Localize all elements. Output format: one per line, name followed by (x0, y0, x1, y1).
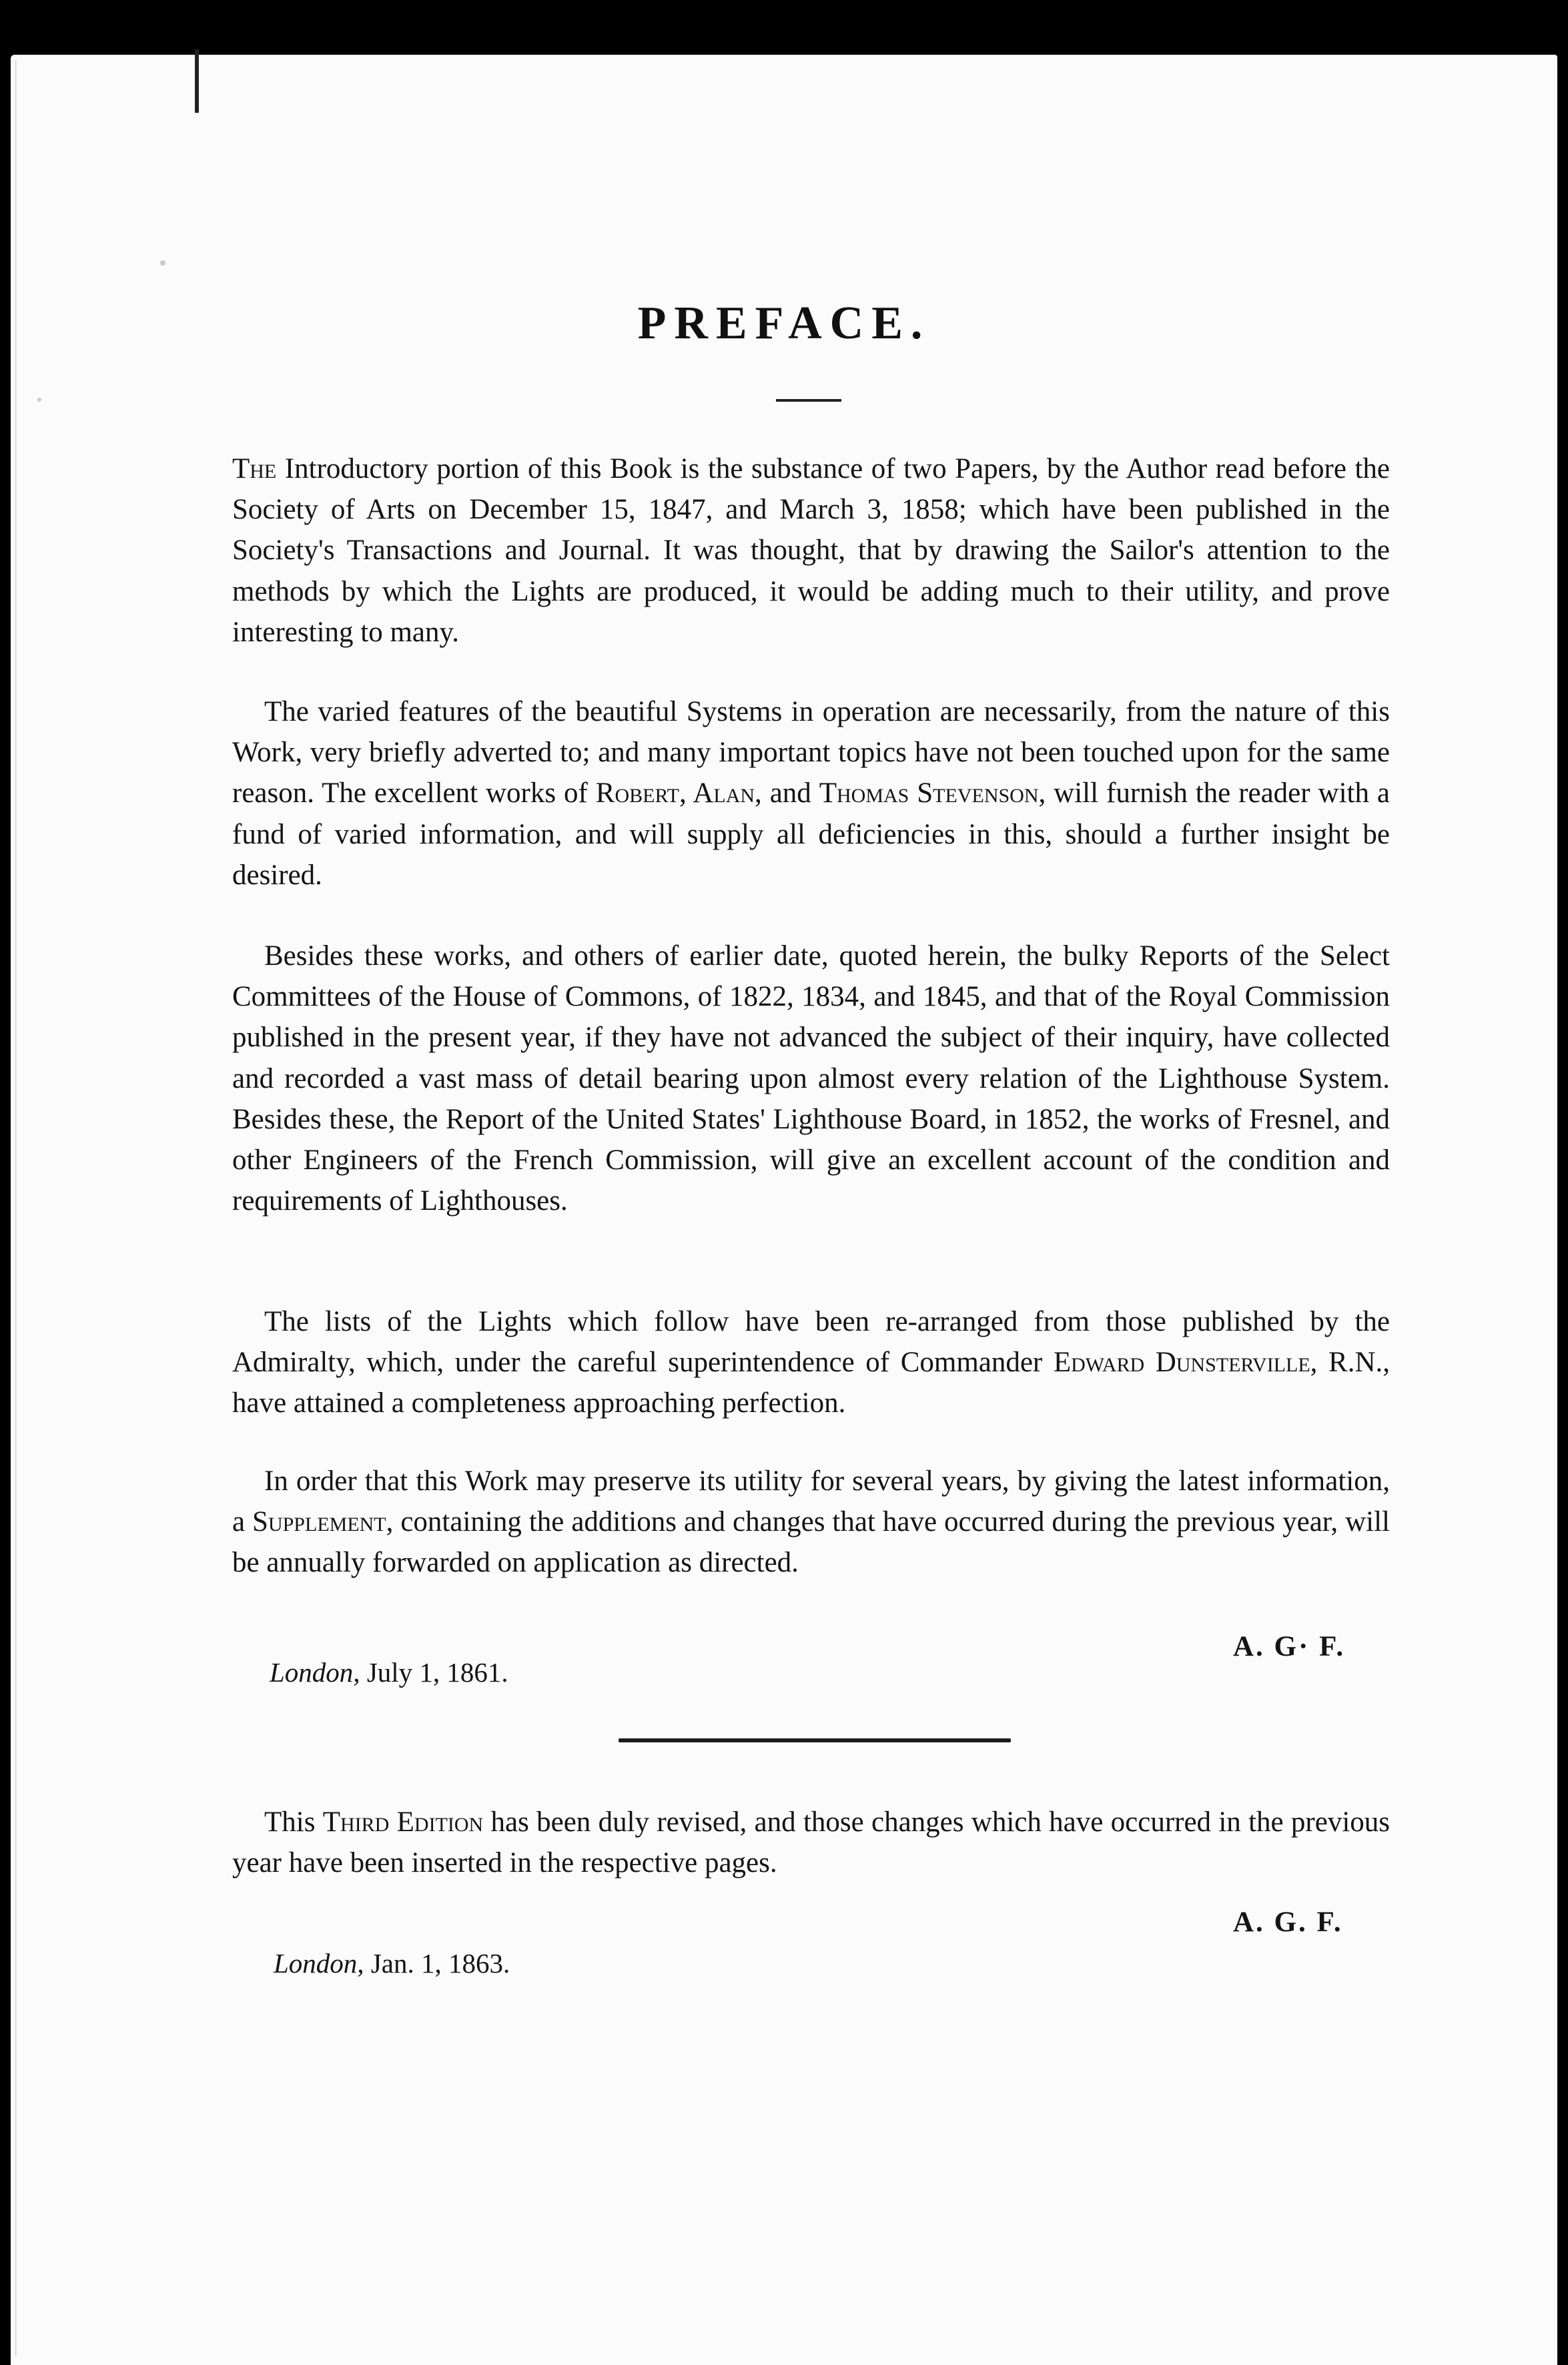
dateline-place: London, (270, 1657, 360, 1688)
paragraph-text: R.N., have attained a completeness approaching perfection. (232, 1347, 1391, 1419)
lead-word: The (232, 453, 277, 484)
paragraph-introductory (232, 448, 1390, 653)
paragraph-text: and (761, 777, 819, 809)
page-fold-mark (195, 49, 199, 113)
supplement-term: Supplement, (252, 1506, 394, 1538)
paper-speck (37, 398, 41, 402)
dateline-date: Jan. 1, 1863. (364, 1948, 510, 1979)
paragraph-text: In order that this Work may preserve its utility for several years, by giving the latest information, a (232, 1465, 1390, 1538)
dateline (270, 1656, 508, 1688)
paragraph-supplement (232, 1461, 1390, 1584)
section-divider (619, 1738, 1011, 1742)
paragraph-text: has been duly revised, and those changes which have occurred in the previous year have been inserted in the respective pages. (232, 1806, 1390, 1879)
paragraph-systems (232, 691, 1390, 896)
preface-title: PREFACE. (637, 298, 931, 349)
dateline (274, 1947, 510, 1979)
paper-speck (160, 260, 165, 266)
paragraph-text: The varied features of the beautiful Systems in operation are necessarily, from the nature of this Work, very briefly adverted to; and many important topics have not been touched upon for the same reason. The excellent works of (232, 696, 1390, 809)
signature-initials: A. G· F. (1233, 1631, 1346, 1662)
paragraph-text: containing the additions and changes that have occurred during the previous year, will be annually forwarded on application as directed. (232, 1506, 1390, 1579)
paragraph-lists (232, 1301, 1390, 1424)
paragraph-text: The lists of the Lights which follow have been re-arranged from those published by the Admiralty, which, under the careful superintendence of Commander (232, 1306, 1390, 1379)
title-rule (776, 399, 841, 402)
signature-initials: A. G. F. (1233, 1907, 1343, 1938)
paragraph-text: This (264, 1806, 323, 1838)
paragraph-text: Besides these works, and others of earlier date, quoted herein, the bulky Reports of the Select Committees of the House of Commons, of 1822, 1834, and 1845, and that of the Royal Commission published in the present year, if they have not advanced the subject of their inquiry, have collected and recorded a vast mass of detail bearing upon almost every relation of the Lighthouse System. Besides these, the Report of the United States' Lighthouse Board, in 1852, the works of Fresnel, and other Engineers of the French Commission, will give an excellent account of the condition and requirements of Lighthouses. (232, 940, 1390, 1217)
author-names: Robert, Alan, (595, 777, 762, 809)
paragraph-text: Introductory portion of this Book is the substance of two Papers, by the Author read before the Society of Arts on December 15, 1847, and March 3, 1858; which have been published in the Society's Transactions and Journal. It was thought, that by drawing the Sailor's attention to the methods by which the Lights are produced, it would be adding much to their utility, and prove interesting to many. (232, 453, 1390, 648)
commander-name: Edward Dunsterville, (1053, 1347, 1318, 1379)
paragraph-third-edition (232, 1802, 1390, 1883)
dateline-place: London, (274, 1948, 364, 1979)
edition-term: Third Edition (322, 1806, 484, 1838)
paragraph-text: will furnish the reader with a fund of varied information, and will supply all deficiencies in this, should a further insight be desired. (232, 777, 1390, 891)
binding-edge (15, 60, 17, 2356)
dateline-date: July 1, 1861. (360, 1657, 508, 1688)
author-names: Thomas Stevenson, (819, 777, 1046, 809)
paragraph-reports (232, 936, 1390, 1221)
